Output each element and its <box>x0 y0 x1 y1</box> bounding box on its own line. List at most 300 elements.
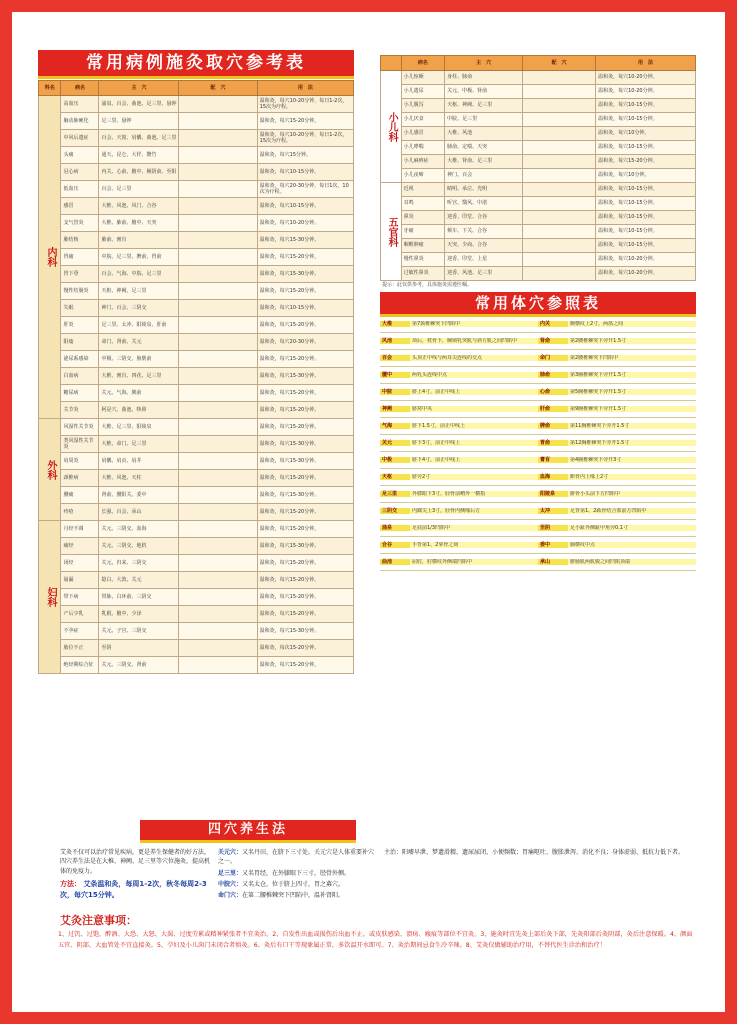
table-row <box>39 589 354 606</box>
acupoint-row <box>380 469 538 486</box>
acupoint-location: 第11胸椎棘突下旁开1.5寸 <box>568 423 696 429</box>
main-point: 睛明、承泣、光明 <box>445 183 523 197</box>
aux-point <box>179 215 257 232</box>
table-row <box>39 215 354 232</box>
method-item-value: 又名胃经，在外膝眼下三寸，胫骨外侧。 <box>242 869 351 877</box>
main-point: 大椎、风池、风门、合谷 <box>99 198 179 215</box>
acupoint-row <box>538 469 696 486</box>
usage: 温和灸，每穴10-20分钟，每日1-2次，15次为疗程。 <box>257 130 353 147</box>
acupoint-row <box>380 350 538 367</box>
disease-name: 糖尿病 <box>61 385 99 402</box>
main-point: 大椎、肺俞、膻中、天突 <box>99 215 179 232</box>
aux-point <box>179 572 257 589</box>
disease-name: 小儿哮喘 <box>401 141 444 155</box>
table-row <box>39 453 354 470</box>
col-main-r: 主 穴 <box>445 56 523 71</box>
main-point: 肩髃、肩贞、肩井 <box>99 453 179 470</box>
aux-point <box>179 623 257 640</box>
acupoint-location: 脐窝中央 <box>410 406 538 412</box>
table-row <box>39 181 354 198</box>
disease-name: 小儿麻痹症 <box>401 155 444 169</box>
main-point: 长强、百会、承山 <box>99 504 179 521</box>
aux-point <box>179 368 257 385</box>
col-main: 主 穴 <box>99 81 179 96</box>
table-row <box>381 197 696 211</box>
acupoint-row <box>380 401 538 418</box>
category-cell: 内科 <box>39 96 61 419</box>
acupoint-row <box>538 554 696 571</box>
aux-point <box>179 589 257 606</box>
main-point: 命门、肾俞、关元 <box>99 334 179 351</box>
main-point: 百会、天窗、肩髃、曲池、足三里 <box>99 130 179 147</box>
four-methods-intro <box>60 848 210 901</box>
table-row <box>39 249 354 266</box>
disease-name: 肩周炎 <box>61 453 99 470</box>
table-row <box>381 71 696 85</box>
usage: 温和灸，每穴15-20分钟。 <box>257 572 353 589</box>
method-item <box>218 848 378 867</box>
aux-point <box>523 225 596 239</box>
main-point: 神门、百会、三阴交 <box>99 300 179 317</box>
disease-name: 小儿惊厥 <box>401 71 444 85</box>
main-point: 关元、子宫、三阴交 <box>99 623 179 640</box>
usage: 温和灸，每穴15-20分钟。 <box>257 555 353 572</box>
acupoint-list <box>380 316 696 806</box>
disease-name: 肺结核 <box>61 232 99 249</box>
disease-name: 失眠 <box>61 300 99 317</box>
table-row <box>39 96 354 113</box>
right-title: 常用体穴参照表 <box>380 292 696 317</box>
disease-name: 小儿遗尿 <box>401 85 444 99</box>
acupoint-location: 手背第1、2掌骨之间 <box>410 542 538 548</box>
main-point: 通天、昆仑、大杼、攒竹 <box>99 147 179 164</box>
usage: 温和灸，每穴10-20分钟。 <box>596 267 696 281</box>
disease-name: 咽喉肿痛 <box>401 239 444 253</box>
acupoint-column <box>380 316 538 806</box>
main-point: 大椎、膏肓、四花、足三里 <box>99 368 179 385</box>
disease-name: 产后少乳 <box>61 606 99 623</box>
acupoint-row <box>538 384 696 401</box>
main-point: 带脉、白环俞、三阴交 <box>99 589 179 606</box>
acupoint-name: 肺俞 <box>538 372 568 378</box>
cautions-title: 艾灸注意事项： <box>60 914 137 927</box>
disease-name: 小儿感冒 <box>401 127 444 141</box>
usage: 温和灸，每穴15-20分钟。 <box>257 283 353 300</box>
acupoint-row <box>380 554 538 571</box>
four-methods-points <box>218 848 378 902</box>
usage: 温和灸，每穴15-30分钟。 <box>257 368 353 385</box>
table-row <box>39 351 354 368</box>
acupoint-name: 百会 <box>380 355 410 361</box>
aux-point <box>179 198 257 215</box>
acupoint-name: 脾俞 <box>538 423 568 429</box>
usage: 温和灸，每穴10-15分钟。 <box>596 141 696 155</box>
disease-name: 不孕症 <box>61 623 99 640</box>
acupoint-location: 脐上4寸，前正中线上 <box>410 389 538 395</box>
acupoint-row <box>538 316 696 333</box>
main-point: 百会、足三里 <box>99 181 179 198</box>
usage: 温和灸，每穴10-15分钟。 <box>596 197 696 211</box>
table-row <box>381 211 696 225</box>
aux-point <box>179 419 257 436</box>
table-row <box>381 183 696 197</box>
aux-point <box>179 385 257 402</box>
aux-point <box>179 538 257 555</box>
main-point: 关元、三阴交、地机 <box>99 538 179 555</box>
main-point: 天枢、神阙、足三里 <box>445 99 523 113</box>
main-point: 大椎、风池 <box>445 127 523 141</box>
acupoint-name: 肾俞 <box>538 338 568 344</box>
aux-point <box>523 99 596 113</box>
usage: 温和灸，每穴20-30分钟。 <box>257 334 353 351</box>
acupoint-location: 第12胸椎棘突下旁开1.5寸 <box>568 440 696 446</box>
main-point: 内关、心俞、膻中、厥阴俞、至阳 <box>99 164 179 181</box>
usage: 温和灸，每穴10-20分钟，每日1-2次，15次为疗程。 <box>257 96 353 113</box>
table-row <box>381 113 696 127</box>
usage: 温和灸，每穴15-30分钟。 <box>257 487 353 504</box>
acupoint-row <box>538 418 696 435</box>
acupoint-location: 髌骨内上缘上2寸 <box>568 474 696 480</box>
main-point: 中脘、足三里 <box>445 113 523 127</box>
usage: 温和灸，每穴10-20分钟。 <box>596 85 696 99</box>
disease-name: 绝经期综合征 <box>61 657 99 674</box>
acupoint-name: 中脘 <box>380 389 410 395</box>
col-cat: 科名 <box>39 81 61 96</box>
usage: 温和灸，每穴15-20分钟。 <box>257 589 353 606</box>
main-point: 大椎、肾俞、足三里 <box>445 155 523 169</box>
acupoint-location: 脐下1.5寸，前正中线上 <box>410 423 538 429</box>
main-point: 阿是穴、曲池、犊鼻 <box>99 402 179 419</box>
acupoint-name: 内关 <box>538 321 568 327</box>
acupoint-location: 第4胸椎棘突下旁开3寸 <box>568 457 696 463</box>
category-cell: 五官科 <box>381 183 402 281</box>
col-name: 病名 <box>61 81 99 96</box>
usage: 温和灸，每穴15-30分钟。 <box>257 453 353 470</box>
table-row <box>39 113 354 130</box>
main-point: 乳根、膻中、少泽 <box>99 606 179 623</box>
main-point: 身柱、肺俞 <box>445 71 523 85</box>
disease-name: 阳痿 <box>61 334 99 351</box>
acupoint-location: 腓肠肌两肌腹之间凹陷顶端 <box>568 559 696 565</box>
aux-point <box>179 283 257 300</box>
usage: 温和灸，每穴10分钟。 <box>596 169 696 183</box>
disease-name: 头痛 <box>61 147 99 164</box>
table-row <box>39 402 354 419</box>
method-item <box>218 891 378 900</box>
table-row <box>39 504 354 521</box>
table-row <box>381 99 696 113</box>
acupoint-row <box>380 316 538 333</box>
main-point: 大椎、命门、足三里 <box>99 436 179 453</box>
usage: 温和灸，每穴15-20分钟。 <box>257 249 353 266</box>
acupoint-location: 第3胸椎棘突下旁开1.5寸 <box>568 372 696 378</box>
disease-name: 闭经 <box>61 555 99 572</box>
aux-point <box>179 657 257 674</box>
disease-name: 月经不调 <box>61 521 99 538</box>
acupoint-row <box>538 435 696 452</box>
acupoint-location: 脐下3寸，前正中线上 <box>410 440 538 446</box>
acupoint-name: 太冲 <box>538 508 568 514</box>
main-point: 颊车、下关、合谷 <box>445 225 523 239</box>
table-row <box>381 169 696 183</box>
aux-point <box>523 211 596 225</box>
acupoint-row <box>538 537 696 554</box>
method-text: 艾条温和灸，每周1-2次，秋冬每周2-3次，每穴15分钟。 <box>60 879 207 899</box>
acupoint-name: 足三里 <box>380 491 410 497</box>
acupoint-row <box>538 503 696 520</box>
acupoint-location: 第2腰椎棘突下凹陷中 <box>568 355 696 361</box>
usage: 温和灸，每穴15-20分钟。 <box>257 504 353 521</box>
aux-point <box>179 113 257 130</box>
right-treatment-table <box>380 55 696 281</box>
acupoint-name: 风池 <box>380 338 410 344</box>
acupoint-row <box>380 503 538 520</box>
acupoint-location: 足背第1、2跖骨结合部前方凹陷中 <box>568 508 696 514</box>
aux-point <box>179 266 257 283</box>
acupoint-row <box>380 435 538 452</box>
table-row <box>39 555 354 572</box>
col-usage: 用 法 <box>257 81 353 96</box>
table-row <box>39 606 354 623</box>
acupoint-name: 心俞 <box>538 389 568 395</box>
aux-point <box>523 141 596 155</box>
usage: 温和灸，每穴15-20分钟。 <box>257 317 353 334</box>
aux-point <box>523 127 596 141</box>
acupoint-name: 关元 <box>380 440 410 446</box>
table-row <box>381 225 696 239</box>
aux-point <box>523 197 596 211</box>
aux-point <box>179 147 257 164</box>
main-point: 迎香、印堂、上星 <box>445 253 523 267</box>
main-point: 肾俞、腰阳关、委中 <box>99 487 179 504</box>
table-row <box>39 470 354 487</box>
method-item <box>218 869 378 878</box>
usage: 温和灸，每穴10-15分钟。 <box>596 225 696 239</box>
usage: 温和灸，每穴10分钟。 <box>596 127 696 141</box>
aux-point <box>523 183 596 197</box>
disease-name: 胃痛 <box>61 249 99 266</box>
acupoint-name: 气海 <box>380 423 410 429</box>
method-item-value: 又名太仓，位于脐上四寸，胃之募穴。 <box>242 880 345 888</box>
disease-name: 过敏性鼻炎 <box>401 267 444 281</box>
aux-point <box>179 555 257 572</box>
aux-point <box>179 521 257 538</box>
main-point: 关元、三阴交、血海 <box>99 521 179 538</box>
acupoint-name: 阳陵泉 <box>538 491 568 497</box>
table-row <box>39 436 354 453</box>
aux-point <box>179 96 257 113</box>
method-item-value: 又名丹田，在脐下三寸处。关元穴是人体重要补穴之一。 <box>218 849 375 866</box>
acupoint-row <box>380 384 538 401</box>
acupoint-location: 腘横纹中点 <box>568 542 696 548</box>
main-point: 至阴 <box>99 640 179 657</box>
method-label: 方法： <box>60 879 81 888</box>
acupoint-row <box>380 367 538 384</box>
usage: 温和灸，每穴15-20分钟。 <box>257 351 353 368</box>
aux-point <box>179 640 257 657</box>
acupoint-row <box>538 520 696 537</box>
main-point: 迎香、印堂、合谷 <box>445 211 523 225</box>
acupoint-location: 第2腰椎棘突下旁开1.5寸 <box>568 338 696 344</box>
acupoint-name: 合谷 <box>380 542 410 548</box>
aux-point <box>523 239 596 253</box>
disease-name: 颈椎病 <box>61 470 99 487</box>
aux-point <box>179 317 257 334</box>
aux-point <box>179 130 257 147</box>
disease-name: 关节炎 <box>61 402 99 419</box>
acupoint-row <box>380 418 538 435</box>
aux-point <box>179 249 257 266</box>
main-point: 关元、归来、三阴交 <box>99 555 179 572</box>
disease-name: 腰痛 <box>61 487 99 504</box>
acupoint-row <box>380 486 538 503</box>
col-cat-r <box>381 56 402 71</box>
acupoint-name: 至阴 <box>538 525 568 531</box>
category-cell: 外科 <box>39 419 61 521</box>
disease-name: 风湿性关节炎 <box>61 419 99 436</box>
disease-name: 胃下垂 <box>61 266 99 283</box>
usage: 温和灸，每穴15-30分钟。 <box>257 436 353 453</box>
acupoint-column <box>538 316 696 806</box>
disease-name: 支气管炎 <box>61 215 99 232</box>
table-row <box>39 317 354 334</box>
method-item-key: 中脘穴： <box>218 880 243 888</box>
table-row <box>381 155 696 169</box>
disease-name: 痛经 <box>61 538 99 555</box>
usage: 温和灸，每穴10-15分钟。 <box>257 198 353 215</box>
aux-point <box>179 606 257 623</box>
table-row <box>381 267 696 281</box>
disease-name: 耳鸣 <box>401 197 444 211</box>
disease-name: 白血病 <box>61 368 99 385</box>
acupoint-location: 项后，枕骨下，胸锁乳突肌与斜方肌之间凹陷中 <box>410 338 538 344</box>
acupoint-name: 中极 <box>380 457 410 463</box>
aux-point <box>179 300 257 317</box>
acupoint-row <box>538 486 696 503</box>
disease-name: 冠心病 <box>61 164 99 181</box>
main-point: 隐白、大敦、关元 <box>99 572 179 589</box>
table-row <box>39 521 354 538</box>
disease-name: 胎位不正 <box>61 640 99 657</box>
acupoint-location: 头顶正中线与两耳尖连线的交点 <box>410 355 538 361</box>
usage: 温和灸，每穴15-20分钟。 <box>257 606 353 623</box>
acupoint-name: 膻中 <box>380 372 410 378</box>
usage: 温和灸，每穴10-15分钟。 <box>596 99 696 113</box>
usage: 温和灸，每穴10-15分钟。 <box>257 164 353 181</box>
table-row <box>39 657 354 674</box>
acupoint-name: 承山 <box>538 559 568 565</box>
method-item <box>218 880 378 889</box>
main-point: 大椎、足三里、阳陵泉 <box>99 419 179 436</box>
aux-point <box>179 164 257 181</box>
disease-name: 类风湿性关节炎 <box>61 436 99 453</box>
left-treatment-table <box>38 80 354 674</box>
acupoint-location: 第7颈椎棘突下凹陷中 <box>410 321 538 327</box>
acupoint-row <box>538 452 696 469</box>
main-point: 涌泉、百会、曲池、足三里、悬钟 <box>99 96 179 113</box>
aux-point <box>179 334 257 351</box>
category-cell: 小儿科 <box>381 71 402 183</box>
acupoint-location: 腓骨小头前下方凹陷中 <box>568 491 696 497</box>
main-point: 足三里、太冲、阳陵泉、肝俞 <box>99 317 179 334</box>
table-row <box>381 127 696 141</box>
category-cell: 妇科 <box>39 521 61 674</box>
four-methods-right <box>384 848 696 857</box>
usage: 温和灸，每穴10-15分钟。 <box>596 211 696 225</box>
main-point: 神门、百会 <box>445 169 523 183</box>
main-point: 听宫、翳风、中渚 <box>445 197 523 211</box>
main-point: 肺俞、膏肓 <box>99 232 179 249</box>
acupoint-name: 神阙 <box>380 406 410 412</box>
usage: 温和灸，每穴15-20分钟。 <box>257 385 353 402</box>
main-point: 天枢、神阙、足三里 <box>99 283 179 300</box>
usage: 温和灸，每穴15-30分钟。 <box>257 538 353 555</box>
acupoint-row <box>538 367 696 384</box>
aux-point <box>179 504 257 521</box>
acupoint-name: 天枢 <box>380 474 410 480</box>
acupoint-name: 曲池 <box>380 559 410 565</box>
usage: 温和灸，每穴15-20分钟。 <box>257 419 353 436</box>
main-point: 大椎、风池、天柱 <box>99 470 179 487</box>
main-point: 肺俞、定喘、天突 <box>445 141 523 155</box>
right-method-text: 主治：阳痿早泄、梦遗滑精、遗尿尿闭、小便频数；胃痛呕吐、腹胀泄泻、消化不良；身体虚弱、抵抗力低下者。 <box>384 849 685 856</box>
table-row <box>381 141 696 155</box>
aux-point <box>179 232 257 249</box>
table-row <box>39 385 354 402</box>
table-row <box>39 368 354 385</box>
usage: 温和灸，每穴10-15分钟。 <box>596 113 696 127</box>
usage: 温和灸，每穴20-30分钟，每日1次，10次为疗程。 <box>257 181 353 198</box>
bottom-title: 四穴养生法 <box>140 820 356 843</box>
method-item-key: 足三里： <box>218 869 243 877</box>
main-point: 关元、气海、胰俞 <box>99 385 179 402</box>
disease-name: 小儿腹泻 <box>401 99 444 113</box>
col-name-r: 病名 <box>401 56 444 71</box>
acupoint-name: 膏肓 <box>538 457 568 463</box>
method-item-key: 关元穴： <box>218 849 243 856</box>
acupoint-location: 第9胸椎棘突下旁开1.5寸 <box>568 406 696 412</box>
usage: 温和灸，每穴10-15分钟。 <box>596 239 696 253</box>
acupoint-location: 外膝眼下3寸，胫骨前嵴外一横指 <box>410 491 538 497</box>
aux-point <box>179 351 257 368</box>
disease-name: 脑动脉硬化 <box>61 113 99 130</box>
table-row <box>381 85 696 99</box>
aux-point <box>179 402 257 419</box>
usage: 温和灸，每穴15-20分钟。 <box>257 657 353 674</box>
usage: 温和灸，每穴15-20分钟。 <box>596 155 696 169</box>
acupoint-location: 屈肘，肘横纹外侧端凹陷中 <box>410 559 538 565</box>
disease-name: 中风后遗症 <box>61 130 99 147</box>
aux-point <box>179 487 257 504</box>
acupoint-location: 第5胸椎棘突下旁开1.5寸 <box>568 389 696 395</box>
acupoint-row <box>380 537 538 554</box>
acupoint-name: 命门 <box>538 355 568 361</box>
table-row <box>381 253 696 267</box>
acupoint-name: 三阴交 <box>380 508 410 514</box>
acupoint-name: 大椎 <box>380 321 410 327</box>
disease-name: 感冒 <box>61 198 99 215</box>
usage: 温和灸，每穴15-30分钟。 <box>257 232 353 249</box>
table-row <box>39 266 354 283</box>
table-row <box>39 147 354 164</box>
main-point: 迎香、风池、足三里 <box>445 267 523 281</box>
acupoint-name: 肝俞 <box>538 406 568 412</box>
table-row <box>39 538 354 555</box>
aux-point <box>179 181 257 198</box>
usage: 温和灸，每穴15-20分钟。 <box>257 470 353 487</box>
table-row <box>39 130 354 147</box>
usage: 温和灸，每穴15分钟。 <box>257 147 353 164</box>
